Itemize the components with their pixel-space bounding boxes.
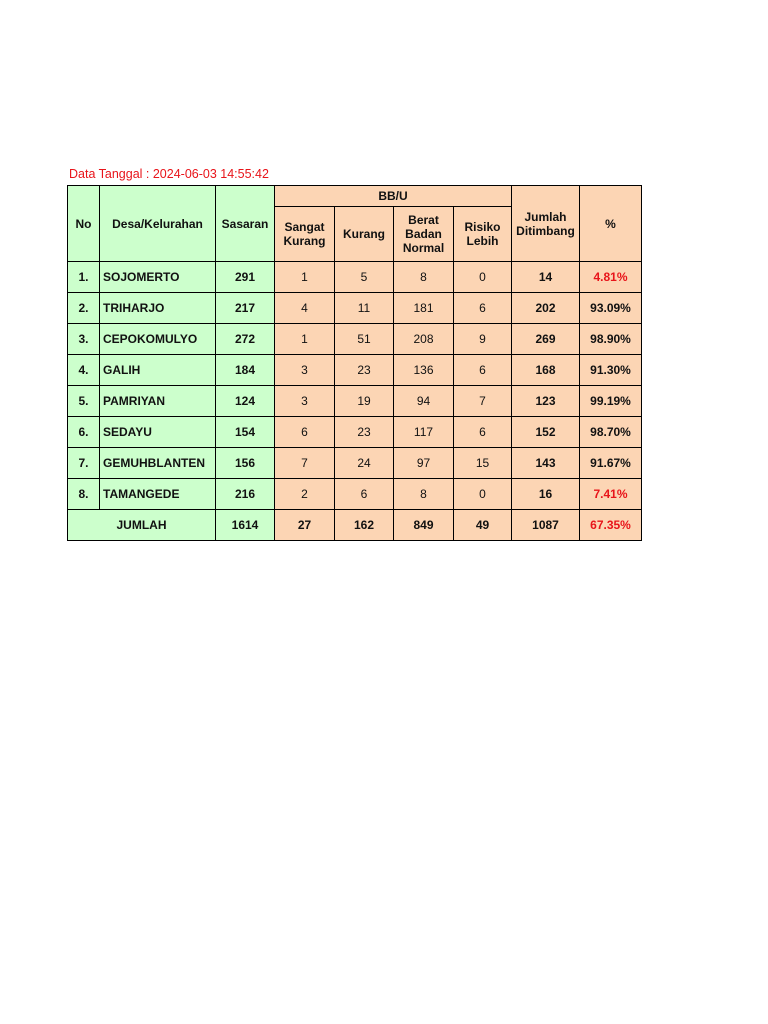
row-percent: 4.81%	[580, 262, 642, 293]
row-desa: GEMUHBLANTEN	[100, 448, 216, 479]
row-percent: 7.41%	[580, 479, 642, 510]
total-risiko-lebih: 49	[454, 510, 512, 541]
nutrition-status-table	[67, 185, 642, 541]
table-row	[68, 386, 642, 417]
row-jumlah-ditimbang: 168	[512, 355, 580, 386]
total-sangat-kurang: 27	[275, 510, 335, 541]
row-desa: GALIH	[100, 355, 216, 386]
row-number: 2.	[68, 293, 100, 324]
row-number: 3.	[68, 324, 100, 355]
header-jumlah-ditimbang: Jumlah Ditimbang	[512, 186, 580, 262]
row-risiko-lebih: 9	[454, 324, 512, 355]
row-berat-badan-normal: 97	[394, 448, 454, 479]
row-number: 6.	[68, 417, 100, 448]
row-number: 7.	[68, 448, 100, 479]
table-row	[68, 479, 642, 510]
header-risiko-lebih: Risiko Lebih	[454, 207, 512, 262]
row-jumlah-ditimbang: 14	[512, 262, 580, 293]
row-berat-badan-normal: 94	[394, 386, 454, 417]
row-risiko-lebih: 6	[454, 417, 512, 448]
row-kurang: 6	[335, 479, 394, 510]
row-sasaran: 156	[216, 448, 275, 479]
row-sasaran: 217	[216, 293, 275, 324]
total-percent: 67.35%	[580, 510, 642, 541]
header-percent: %	[580, 186, 642, 262]
table-row	[68, 324, 642, 355]
row-sangat-kurang: 3	[275, 386, 335, 417]
row-jumlah-ditimbang: 143	[512, 448, 580, 479]
row-sasaran: 154	[216, 417, 275, 448]
row-number: 8.	[68, 479, 100, 510]
row-jumlah-ditimbang: 123	[512, 386, 580, 417]
table-row	[68, 355, 642, 386]
row-sangat-kurang: 1	[275, 324, 335, 355]
row-sasaran: 216	[216, 479, 275, 510]
row-sasaran: 124	[216, 386, 275, 417]
row-berat-badan-normal: 8	[394, 262, 454, 293]
row-desa: CEPOKOMULYO	[100, 324, 216, 355]
row-sangat-kurang: 4	[275, 293, 335, 324]
row-number: 1.	[68, 262, 100, 293]
row-kurang: 51	[335, 324, 394, 355]
row-number: 4.	[68, 355, 100, 386]
row-berat-badan-normal: 8	[394, 479, 454, 510]
row-risiko-lebih: 0	[454, 479, 512, 510]
row-desa: SEDAYU	[100, 417, 216, 448]
row-number: 5.	[68, 386, 100, 417]
row-risiko-lebih: 6	[454, 293, 512, 324]
row-sangat-kurang: 2	[275, 479, 335, 510]
data-date-label: Data Tanggal : 2024-06-03 14:55:42	[69, 167, 269, 181]
row-percent: 99.19%	[580, 386, 642, 417]
row-kurang: 19	[335, 386, 394, 417]
row-risiko-lebih: 15	[454, 448, 512, 479]
row-sangat-kurang: 6	[275, 417, 335, 448]
row-sasaran: 291	[216, 262, 275, 293]
header-desa-kelurahan: Desa/Kelurahan	[100, 186, 216, 262]
table-row	[68, 293, 642, 324]
row-risiko-lebih: 6	[454, 355, 512, 386]
table-row	[68, 448, 642, 479]
row-desa: PAMRIYAN	[100, 386, 216, 417]
row-berat-badan-normal: 181	[394, 293, 454, 324]
row-risiko-lebih: 7	[454, 386, 512, 417]
total-kurang: 162	[335, 510, 394, 541]
table-row	[68, 262, 642, 293]
total-row	[68, 510, 642, 541]
row-kurang: 23	[335, 355, 394, 386]
row-berat-badan-normal: 136	[394, 355, 454, 386]
header-kurang: Kurang	[335, 207, 394, 262]
row-desa: TAMANGEDE	[100, 479, 216, 510]
row-jumlah-ditimbang: 152	[512, 417, 580, 448]
row-percent: 91.30%	[580, 355, 642, 386]
row-desa: TRIHARJO	[100, 293, 216, 324]
row-sangat-kurang: 7	[275, 448, 335, 479]
header-no: No	[68, 186, 100, 262]
row-sasaran: 272	[216, 324, 275, 355]
row-percent: 98.70%	[580, 417, 642, 448]
row-percent: 98.90%	[580, 324, 642, 355]
row-percent: 91.67%	[580, 448, 642, 479]
row-kurang: 24	[335, 448, 394, 479]
table-body	[68, 262, 642, 541]
row-sangat-kurang: 1	[275, 262, 335, 293]
row-kurang: 11	[335, 293, 394, 324]
total-label: JUMLAH	[68, 510, 216, 541]
row-sangat-kurang: 3	[275, 355, 335, 386]
row-kurang: 23	[335, 417, 394, 448]
header-berat-badan-normal: Berat Badan Normal	[394, 207, 454, 262]
row-percent: 93.09%	[580, 293, 642, 324]
header-bbu-group: BB/U	[275, 186, 512, 207]
row-berat-badan-normal: 117	[394, 417, 454, 448]
total-berat-badan-normal: 849	[394, 510, 454, 541]
table-row	[68, 417, 642, 448]
row-sasaran: 184	[216, 355, 275, 386]
row-kurang: 5	[335, 262, 394, 293]
row-desa: SOJOMERTO	[100, 262, 216, 293]
row-jumlah-ditimbang: 269	[512, 324, 580, 355]
row-risiko-lebih: 0	[454, 262, 512, 293]
row-berat-badan-normal: 208	[394, 324, 454, 355]
header-sangat-kurang: Sangat Kurang	[275, 207, 335, 262]
header-sasaran: Sasaran	[216, 186, 275, 262]
total-sasaran: 1614	[216, 510, 275, 541]
total-jumlah-ditimbang: 1087	[512, 510, 580, 541]
row-jumlah-ditimbang: 202	[512, 293, 580, 324]
row-jumlah-ditimbang: 16	[512, 479, 580, 510]
